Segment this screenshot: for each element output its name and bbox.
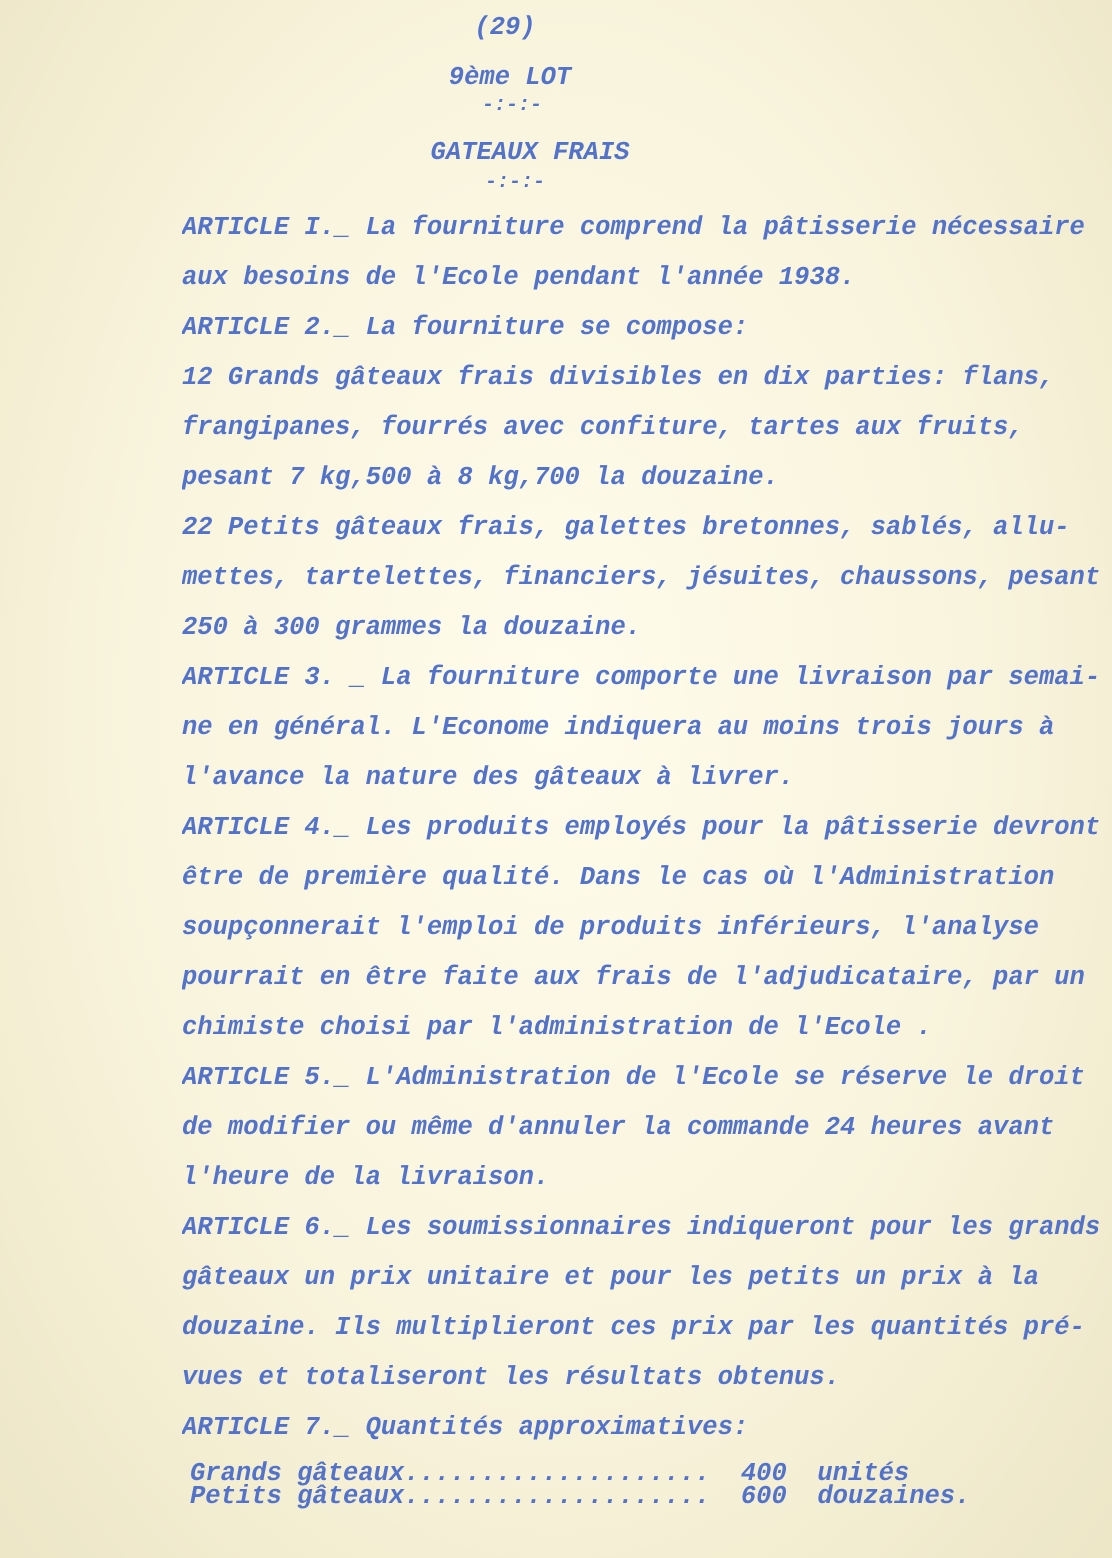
article-2-line: 12 Grands gâteaux frais divisibles en dix parties: flans, bbox=[182, 363, 1055, 392]
heading-separator: -:-:- bbox=[481, 94, 542, 117]
article-7-line: ARTICLE 7._ Quantités approximatives: bbox=[182, 1413, 749, 1442]
article-1-line: aux besoins de l'Ecole pendant l'année 1938. bbox=[182, 263, 856, 292]
document-body bbox=[182, 203, 1107, 1453]
article-2-line: 250 à 300 grammes la douzaine. bbox=[182, 613, 642, 642]
article-4-line: pourrait en être faite aux frais de l'adjudicataire, par un bbox=[182, 963, 1085, 992]
article-2-line: 22 Petits gâteaux frais, galettes bretonnes, sablés, allu- bbox=[182, 513, 1070, 542]
page-number: (29) bbox=[474, 13, 536, 42]
article-4-line: ARTICLE 4._ Les produits employés pour la pâtisserie devront bbox=[182, 813, 1101, 842]
article-1-line: ARTICLE I._ La fourniture comprend la pâtisserie nécessaire bbox=[182, 213, 1085, 242]
article-4-line: chimiste choisi par l'administration de l'Ecole . bbox=[182, 1013, 932, 1042]
lot-heading: 9ème LOT bbox=[448, 63, 572, 92]
section-title: GATEAUX FRAIS bbox=[430, 138, 630, 167]
article-4-line: être de première qualité. Dans le cas où l'Administration bbox=[182, 863, 1055, 892]
article-5-line: de modifier ou même d'annuler la commande 24 heures avant bbox=[182, 1113, 1055, 1142]
article-2-line: mettes, tartelettes, financiers, jésuites, chaussons, pesant bbox=[182, 563, 1101, 592]
article-5-line: l'heure de la livraison. bbox=[182, 1163, 550, 1192]
quantity-label: Grands gâteaux.................... bbox=[190, 1459, 711, 1488]
article-6-line: ARTICLE 6._ Les soumissionnaires indiqueront pour les grands bbox=[182, 1213, 1101, 1242]
article-2-line: frangipanes, fourrés avec confiture, tartes aux fruits, bbox=[182, 413, 1024, 442]
article-3-line: ARTICLE 3. _ La fourniture comporte une livraison par semai- bbox=[182, 663, 1101, 692]
quantity-unit: douzaines. bbox=[817, 1482, 971, 1511]
quantity-label: Petits gâteaux.................... bbox=[190, 1482, 711, 1511]
article-6-line: vues et totaliseront les résultats obtenus. bbox=[182, 1363, 841, 1392]
article-4-line: soupçonnerait l'emploi de produits inférieurs, l'analyse bbox=[182, 913, 1039, 942]
quantities-list bbox=[190, 1459, 1090, 1511]
article-6-line: douzaine. Ils multiplieront ces prix par les quantités pré- bbox=[182, 1313, 1085, 1342]
article-2-line: pesant 7 kg,500 à 8 kg,700 la douzaine. bbox=[182, 463, 779, 492]
quantity-value: 400 bbox=[740, 1459, 787, 1488]
article-2-line: ARTICLE 2._ La fourniture se compose: bbox=[182, 313, 749, 342]
heading-separator: -:-:- bbox=[484, 171, 545, 194]
quantity-value: 600 bbox=[740, 1482, 787, 1511]
article-3-line: ne en général. L'Econome indiquera au moins trois jours à bbox=[182, 713, 1055, 742]
article-6-line: gâteaux un prix unitaire et pour les petits un prix à la bbox=[182, 1263, 1039, 1292]
quantity-row bbox=[190, 1482, 1090, 1511]
quantity-unit: unités bbox=[817, 1459, 910, 1488]
article-3-line: l'avance la nature des gâteaux à livrer. bbox=[182, 763, 795, 792]
article-5-line: ARTICLE 5._ L'Administration de l'Ecole se réserve le droit bbox=[182, 1063, 1085, 1092]
